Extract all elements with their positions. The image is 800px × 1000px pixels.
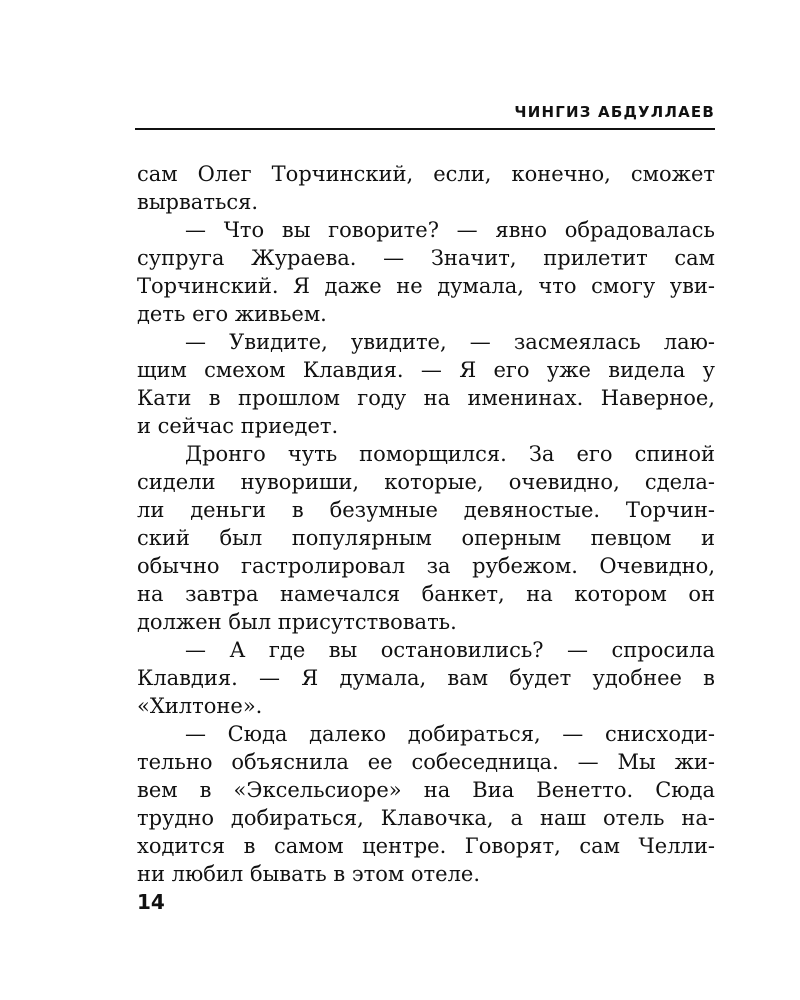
- text-line: вем в «Эксельсиоре» на Виа Венетто. Сюда: [137, 778, 715, 802]
- page-number: 14: [137, 890, 165, 914]
- text-line: на завтра намечался банкет, на котором он: [137, 582, 715, 606]
- text-line: Клавдия. — Я думала, вам будет удобнее в: [137, 666, 715, 690]
- running-head-author: ЧИНГИЗ АБДУЛЛАЕВ: [514, 103, 715, 121]
- text-line: должен был присутствовать.: [137, 610, 457, 634]
- text-line: сидели нувориши, которые, очевидно, сдела-: [137, 470, 715, 494]
- text-line: трудно добираться, Клавочка, а наш отель на-: [137, 806, 715, 830]
- text-line: тельно объяснила ее собеседница. — Мы жи-: [137, 750, 715, 774]
- body-text: [137, 160, 715, 888]
- header-rule: [135, 128, 715, 130]
- text-line: сам Олег Торчинский, если, конечно, сможет: [137, 162, 715, 186]
- text-line: — А где вы остановились? — спросила: [185, 638, 715, 662]
- text-line: вырваться.: [137, 190, 259, 214]
- text-line: обычно гастролировал за рубежом. Очевидно,: [137, 554, 715, 578]
- text-line: Кати в прошлом году на именинах. Наверное,: [137, 386, 715, 410]
- text-line: Торчинский. Я даже не думала, что смогу уви-: [137, 274, 715, 298]
- text-line: — Что вы говорите? — явно обрадовалась: [185, 218, 715, 242]
- text-line: ходится в самом центре. Говорят, сам Челли-: [137, 834, 715, 858]
- text-line: Дронго чуть поморщился. За его спиной: [185, 442, 715, 466]
- text-line: деть его живьем.: [137, 302, 327, 326]
- text-line: щим смехом Клавдия. — Я его уже видела у: [137, 358, 715, 382]
- text-line: и сейчас приедет.: [137, 414, 339, 438]
- text-line: ни любил бывать в этом отеле.: [137, 862, 481, 886]
- text-line: ли деньги в безумные девяностые. Торчин-: [137, 498, 715, 522]
- text-line: — Сюда далеко добираться, — снисходи-: [185, 722, 715, 746]
- text-line: «Хилтоне».: [137, 694, 263, 718]
- text-line: ский был популярным оперным певцом и: [137, 526, 715, 550]
- text-line: супруга Жураева. — Значит, прилетит сам: [137, 246, 715, 270]
- text-line: — Увидите, увидите, — засмеялась лаю-: [185, 330, 715, 354]
